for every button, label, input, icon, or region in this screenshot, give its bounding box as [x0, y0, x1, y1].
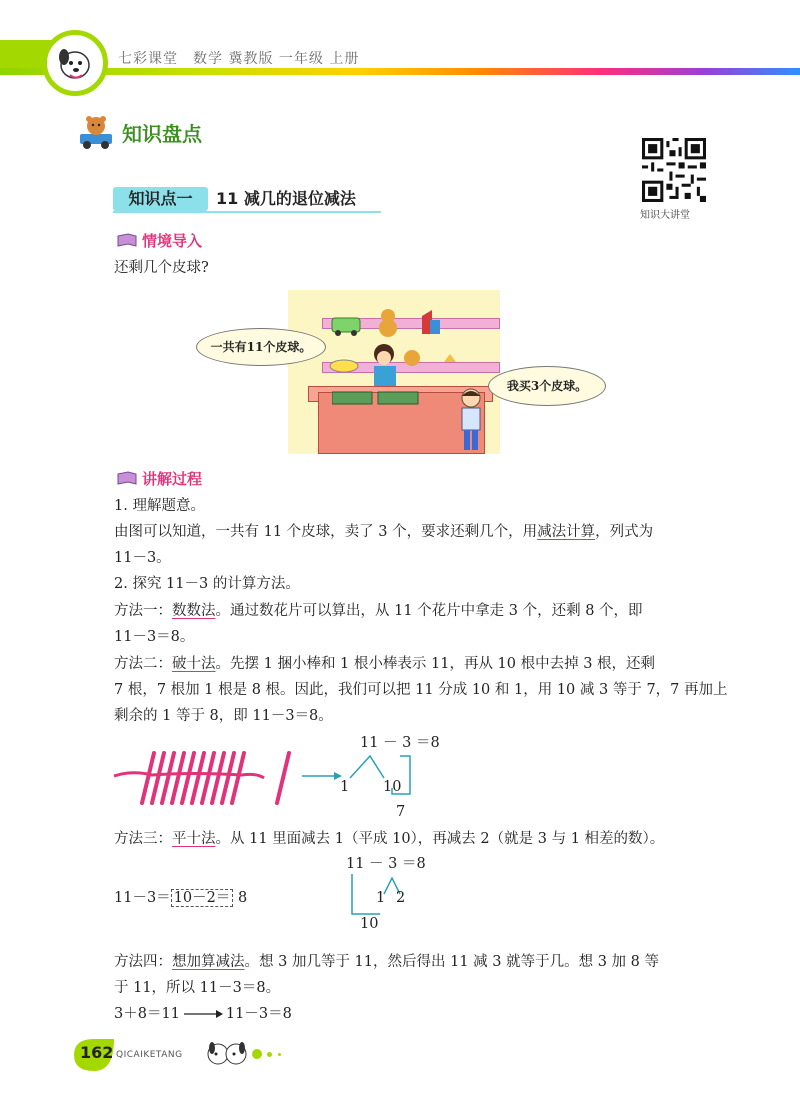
step-2: 2. 探究 11－3 的计算方法。 [114, 576, 300, 592]
method-2-equation: 11 － 3 ＝8 [360, 735, 440, 751]
speech-bubble-seller: 一共有11个皮球。 [196, 328, 326, 366]
bear-on-cart-icon [76, 114, 118, 150]
method-3: 方法三：平十法。从 11 里面减去 1（平成 10），再减去 2（就是 3 与 1 相差的数）。 [114, 831, 665, 847]
situation-question: 还剩几个皮球? [114, 260, 209, 276]
explanation-heading: 讲解过程 [142, 470, 203, 488]
method-4-cont: 于 11，所以 11－3＝8。 [114, 980, 281, 996]
method-1-cont: 11－3＝8。 [114, 629, 195, 645]
footer-dot-medium [267, 1052, 272, 1057]
method-2-cont: 7 根，7 根加 1 根是 8 根。因此，我们可以把 11 分成 10 和 1，用 10 减 3 等于 7，7 再加上 [114, 682, 728, 698]
header-rainbow-bar [0, 68, 800, 75]
ball-trays [332, 390, 422, 406]
book-icon [116, 232, 138, 248]
knowledge-point-title: 11 减几的退位减法 [216, 189, 356, 208]
qr-code[interactable] [642, 138, 706, 202]
speech-bubble-boy: 我买3个皮球。 [488, 366, 606, 406]
qr-caption: 知识大讲堂 [640, 210, 690, 221]
boy-figure [456, 388, 486, 454]
situation-heading: 情境导入 [142, 232, 203, 250]
dog-mascot-footer-icon [204, 1036, 248, 1070]
toys-and-seller [326, 306, 496, 396]
arrow-icon [182, 1009, 224, 1019]
method-2-cont2: 剩余的 1 等于 8，即 11－3＝8。 [114, 708, 333, 724]
method-2-result-7: 7 [396, 804, 406, 820]
knowledge-point-underline [113, 211, 381, 213]
dog-mascot-icon [47, 35, 103, 91]
method-4: 方法四：想加算减法。想 3 加几等于 11，然后得出 11 减 3 就等于几。想 3 加 8 等 [114, 954, 660, 970]
method-2: 方法二：破十法。先摆 1 捆小棒和 1 根小棒表示 11，再从 10 根中去掉 3 根，还剩 [114, 656, 656, 672]
book-icon [116, 470, 138, 486]
page-number: 162 [80, 1043, 114, 1062]
method-3-equation: 11 － 3 ＝8 [346, 856, 426, 872]
step-1: 1. 理解题意。 [114, 498, 205, 514]
method-1: 方法一：数数法。通过数花片可以算出，从 11 个花片中拿走 3 个，还剩 8 个，即 [114, 603, 643, 619]
method-3-split-10: 10 [360, 916, 379, 932]
footer-label: QICAIKETANG [116, 1050, 183, 1060]
section-title: 知识盘点 [122, 122, 202, 146]
knowledge-point-label: 知识点一 [113, 187, 208, 211]
series-title: 七彩课堂 数学 冀教版 一年级 上册 [118, 51, 360, 67]
method-3-split-2: 2 [396, 890, 406, 906]
footer-dot-small [278, 1053, 281, 1056]
footer-dot-large [252, 1049, 262, 1059]
paragraph-1: 由图可以知道，一共有 11 个皮球，卖了 3 个，要求还剩几个，用减法计算，列式为 [114, 524, 654, 540]
method-4-chain: 3＋8＝11 11－3＝8 [114, 1006, 292, 1022]
paragraph-1-cont: 11－3。 [114, 550, 171, 566]
method-3-split-1: 1 [376, 890, 386, 906]
method-3-calc: 11－3＝ 10－2＝ 8 [114, 890, 248, 906]
method-2-split-1: 1 [340, 779, 350, 795]
mascot-logo [42, 30, 108, 96]
method-2-split-10: 10 [383, 779, 402, 795]
